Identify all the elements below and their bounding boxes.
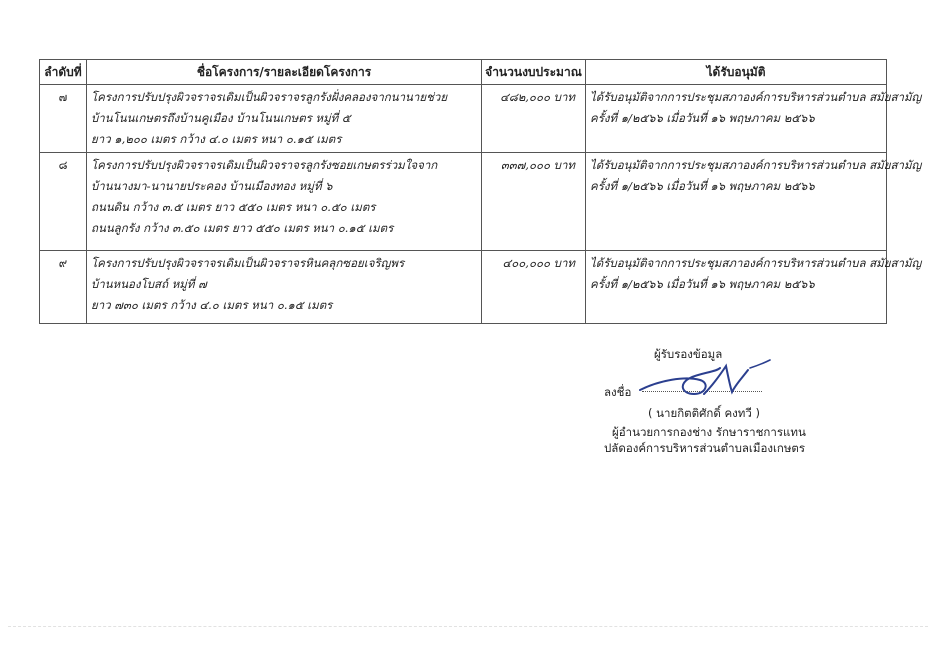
project-line: บ้านโนนเกษตรถึงบ้านคูเมือง บ้านโนนเกษตร หมู่ที่ ๕ xyxy=(91,111,351,125)
project-table xyxy=(39,59,922,324)
project-line: โครงการปรับปรุงผิวจราจรเดิมเป็นผิวจราจรลูกรังฝั่งคลองจากนานายช่วย xyxy=(91,90,448,104)
project-cell xyxy=(87,85,482,153)
signer-name: ( นายกิตติศักดิ์ คงทวี ) xyxy=(648,406,760,420)
table-row xyxy=(40,251,887,324)
approval-line: ครั้งที่ ๑/๒๕๖๖ เมื่อวันที่ ๑๖ พฤษภาคม ๒๕๖๖ xyxy=(590,111,815,125)
project-line: ถนนดิน กว้าง ๓.๕ เมตร ยาว ๕๕๐ เมตร หนา ๐.๕๐ เมตร xyxy=(91,200,376,214)
row-number: ๗ xyxy=(40,85,87,153)
budget-cell: ๔๐๐,๐๐๐ บาท xyxy=(482,251,586,324)
project-line: ยาว ๗๓๐ เมตร กว้าง ๔.๐ เมตร หนา ๐.๑๕ เมตร xyxy=(91,298,333,312)
approval-cell xyxy=(586,85,922,153)
approval-line: ได้รับอนุมัติจากการประชุมสภาองค์การบริหารส่วนตำบล สมัยสามัญ xyxy=(590,158,922,172)
row-number: ๙ xyxy=(40,251,87,324)
approval-line: ครั้งที่ ๑/๒๕๖๖ เมื่อวันที่ ๑๖ พฤษภาคม ๒๕๖๖ xyxy=(590,277,815,291)
approval-line: ได้รับอนุมัติจากการประชุมสภาองค์การบริหารส่วนตำบล สมัยสามัญ xyxy=(590,90,922,104)
project-line: ถนนลูกรัง กว้าง ๓.๕๐ เมตร ยาว ๕๕๐ เมตร หนา ๐.๑๕ เมตร xyxy=(91,221,394,235)
header-approval: ได้รับอนุมัติ xyxy=(586,60,887,85)
budget-cell: ๓๓๗,๐๐๐ บาท xyxy=(482,153,586,251)
approval-cell xyxy=(586,251,922,324)
table-row xyxy=(40,153,887,251)
header-budget: จำนวนงบประมาณ xyxy=(482,60,586,85)
project-cell xyxy=(87,153,482,251)
project-line: โครงการปรับปรุงผิวจราจรเดิมเป็นผิวจราจรลูกรังซอยเกษตรร่วมใจจาก xyxy=(91,158,438,172)
header-project: ชื่อโครงการ/รายละเอียดโครงการ xyxy=(87,60,482,85)
project-line: บ้านนางมา-นานายประคอง บ้านเมืองทอง หมู่ที่ ๖ xyxy=(91,179,333,193)
header-no: ลำดับที่ xyxy=(40,60,87,85)
project-line: บ้านหนองโบสถ์ หมู่ที่ ๗ xyxy=(91,277,207,291)
project-line: ยาว ๑,๒๐๐ เมตร กว้าง ๔.๐ เมตร หนา ๐.๑๕ เมตร xyxy=(91,132,342,146)
row-number: ๘ xyxy=(40,153,87,251)
project-line: โครงการปรับปรุงผิวจราจรเดิมเป็นผิวจราจรหินคลุกซอยเจริญพร xyxy=(91,256,405,270)
certifier-label: ผู้รับรองข้อมูล xyxy=(654,347,723,361)
budget-cell: ๔๘๒,๐๐๐ บาท xyxy=(482,85,586,153)
approval-cell xyxy=(586,153,922,251)
table-header-row xyxy=(40,60,887,85)
approval-line: ครั้งที่ ๑/๒๕๖๖ เมื่อวันที่ ๑๖ พฤษภาคม ๒๕๖๖ xyxy=(590,179,815,193)
handwritten-signature xyxy=(630,356,780,404)
signer-acting-position: ปลัดองค์การบริหารส่วนตำบลเมืองเกษตร xyxy=(604,441,806,455)
project-cell xyxy=(87,251,482,324)
table-row xyxy=(40,85,887,153)
approval-line: ได้รับอนุมัติจากการประชุมสภาองค์การบริหารส่วนตำบล สมัยสามัญ xyxy=(590,256,922,270)
sign-label: ลงชื่อ xyxy=(604,385,632,399)
scan-artifact-line xyxy=(8,626,928,627)
signer-position: ผู้อำนวยการกองช่าง รักษาราชการแทน xyxy=(612,425,806,439)
